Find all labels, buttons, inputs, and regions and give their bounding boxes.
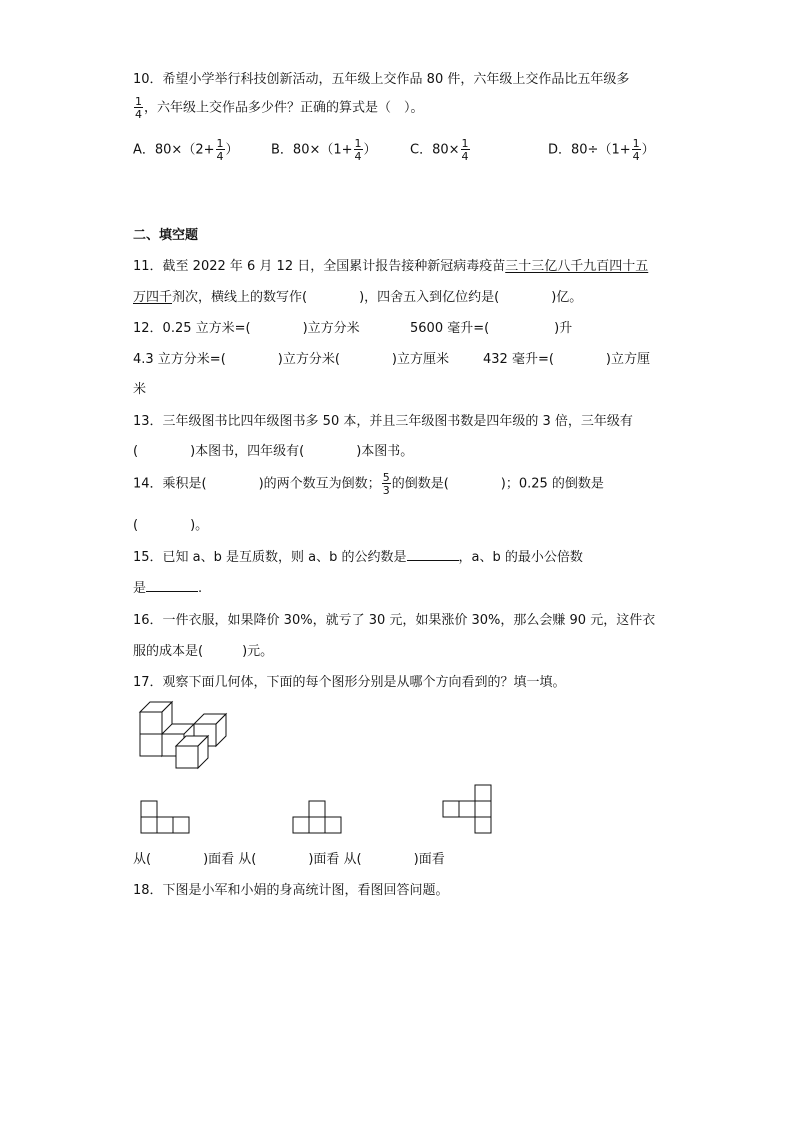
q10-line2-text: ，六年级上交作品多少件？正确的算式是（ ）。 (144, 100, 424, 116)
q16-line2: 服的成本是( )元。 (133, 644, 274, 659)
q10-option-d[interactable]: D．80÷（1+ $\frac{1}{4}$ ） (548, 137, 655, 163)
q15-line1: 15．已知 a、b 是互质数，则 a、b 的公约数是 ，a、b 的最小公倍数 (133, 550, 583, 565)
cube-solid-figure (130, 698, 242, 774)
q12-line1a: 12．0.25 立方米=( )立方分米 (133, 321, 360, 336)
q10-line1: 10．希望小学举行科技创新活动，五年级上交作品 80 件，六年级上交作品比五年级多 (133, 72, 630, 87)
section-title: 二、填空题 (133, 228, 199, 243)
q14-line2: ( )。 (133, 518, 209, 533)
q11-line1: 11．截至 2022 年 6 月 12 日，全国累计报告接种新冠病毒疫苗三十三亿八千九百四十五 (133, 259, 649, 274)
q12-line2a: 4.3 立方分米=( )立方分米( )立方厘米 (133, 352, 449, 367)
view-figure-1 (140, 800, 192, 836)
q11-underlined-number-end: 万四千 (133, 290, 173, 305)
view-figure-3 (442, 784, 494, 836)
q12-line1b: 5600 毫升=( )升 (410, 321, 573, 336)
q18-line1: 18．下图是小军和小娟的身高统计图，看图回答问题。 (133, 883, 449, 898)
q10-fraction: $\frac{1}{4}$ (135, 95, 142, 121)
q12-line2b: 432 毫升=( )立方厘 (483, 352, 650, 367)
q13-line1: 13．三年级图书比四年级图书多 50 本，并且三年级图书数是四年级的 3 倍，三年级有 (133, 414, 633, 429)
q11-line2: 万四千剂次，横线上的数写作( )，四舍五入到亿位约是( )亿。 (133, 290, 583, 305)
q15-blank-lcm[interactable] (146, 579, 198, 592)
view-figure-2 (292, 800, 344, 836)
q17-line1: 17．观察下面几何体，下面的每个图形分别是从哪个方向看到的？填一填。 (133, 675, 566, 690)
q14-line1: 14．乘积是( )的两个数互为倒数； $\frac{5}{3}$ 的倒数是( )；0.25 的倒数是 (133, 471, 604, 497)
q16-line1: 16．一件衣服，如果降价 30%，就亏了 30 元，如果涨价 30%，那么会赚 90 元，这件衣 (133, 613, 656, 628)
q12-line3: 米 (133, 382, 147, 397)
q10-option-c[interactable]: C．80× $\frac{1}{4}$ (410, 137, 469, 163)
q14-fraction: $\frac{5}{3}$ (382, 471, 390, 497)
q10-option-b[interactable]: B．80×（1+ $\frac{1}{4}$ ） (271, 137, 377, 163)
q10-line2 (133, 96, 424, 120)
q15-blank-gcd[interactable] (407, 548, 459, 561)
q15-line2: 是 . (133, 581, 203, 596)
q10-option-a[interactable]: A．80×（2+ $\frac{1}{4}$ ） (133, 137, 239, 163)
q11-underlined-number: 三十三亿八千九百四十五 (505, 259, 649, 274)
q17-answers: 从( )面看 从( )面看 从( )面看 (133, 852, 445, 867)
q13-line2: ( )本图书，四年级有( )本图书。 (133, 444, 414, 459)
